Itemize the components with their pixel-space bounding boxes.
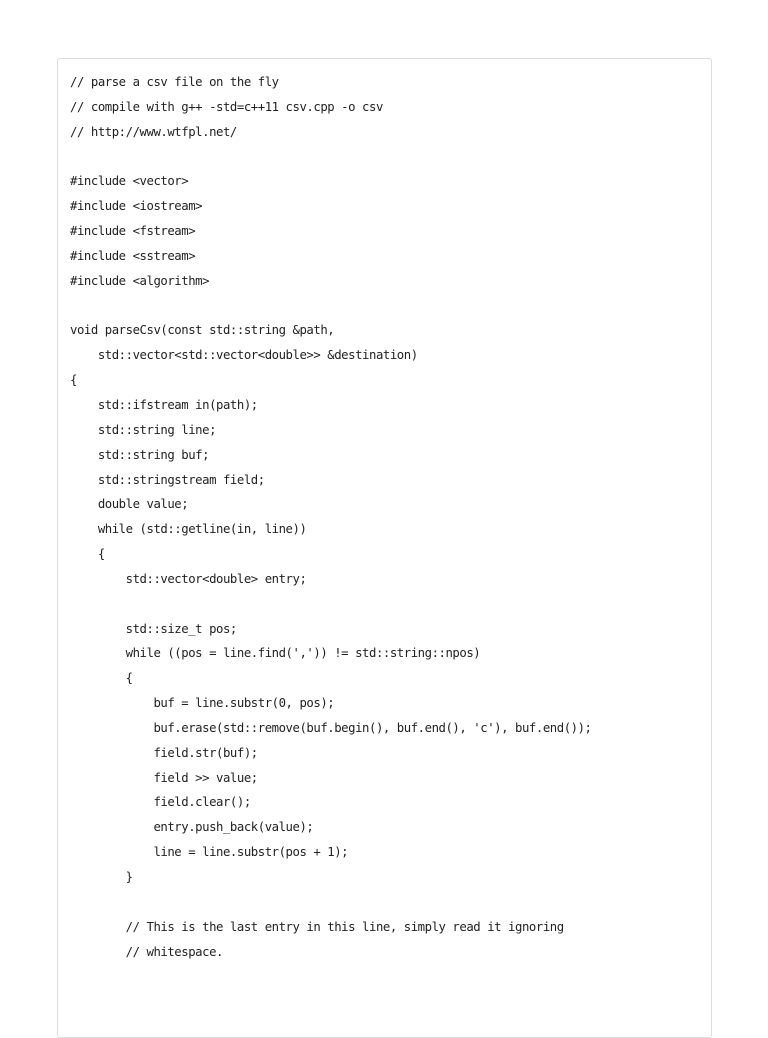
code-line: std::vector<std::vector<double>> &destination) [70,348,418,363]
code-line: // compile with g++ -std=c++11 csv.cpp -o csv [70,99,383,114]
code-line: field >> value; [70,770,258,785]
code-line: std::stringstream field; [70,472,265,487]
code-line: buf = line.substr(0, pos); [70,696,335,711]
code-lines [70,70,592,964]
code-line: } [70,870,133,884]
code-line: { [70,671,133,686]
code-line: { [70,373,77,388]
code-line: // parse a csv file on the fly [70,75,279,89]
code-line: // This is the last entry in this line, simply read it ignoring [70,919,564,934]
code-line [70,890,592,915]
code-line: #include <iostream> [70,199,203,214]
code-line: while (std::getline(in, line)) [70,522,307,537]
code-line [70,145,592,170]
code-line: std::ifstream in(path); [70,397,258,412]
code-line: field.str(buf); [70,745,258,760]
code-line: line = line.substr(pos + 1); [70,845,349,860]
code-line: #include <vector> [70,174,189,189]
code-line: while ((pos = line.find(',')) != std::string::npos) [70,646,481,661]
code-line [70,294,592,319]
code-line: // whitespace. [70,944,223,959]
code-line: void parseCsv(const std::string &path, [70,323,335,338]
code-line: field.clear(); [70,795,251,810]
code-line: entry.push_back(value); [70,820,314,835]
code-line: double value; [70,497,189,512]
code-line: std::size_t pos; [70,621,237,636]
code-line [70,592,592,617]
code-line: { [70,547,105,562]
code-line: #include <sstream> [70,248,196,263]
code-line: #include <algorithm> [70,273,210,288]
code-block [57,58,712,1038]
code-line: std::string buf; [70,447,210,462]
code-line: std::string line; [70,422,217,437]
code-line: buf.erase(std::remove(buf.begin(), buf.end(), 'c'), buf.end()); [70,720,592,735]
code-line: #include <fstream> [70,224,196,239]
code-line: std::vector<double> entry; [70,571,307,586]
code-line: // http://www.wtfpl.net/ [70,124,237,139]
